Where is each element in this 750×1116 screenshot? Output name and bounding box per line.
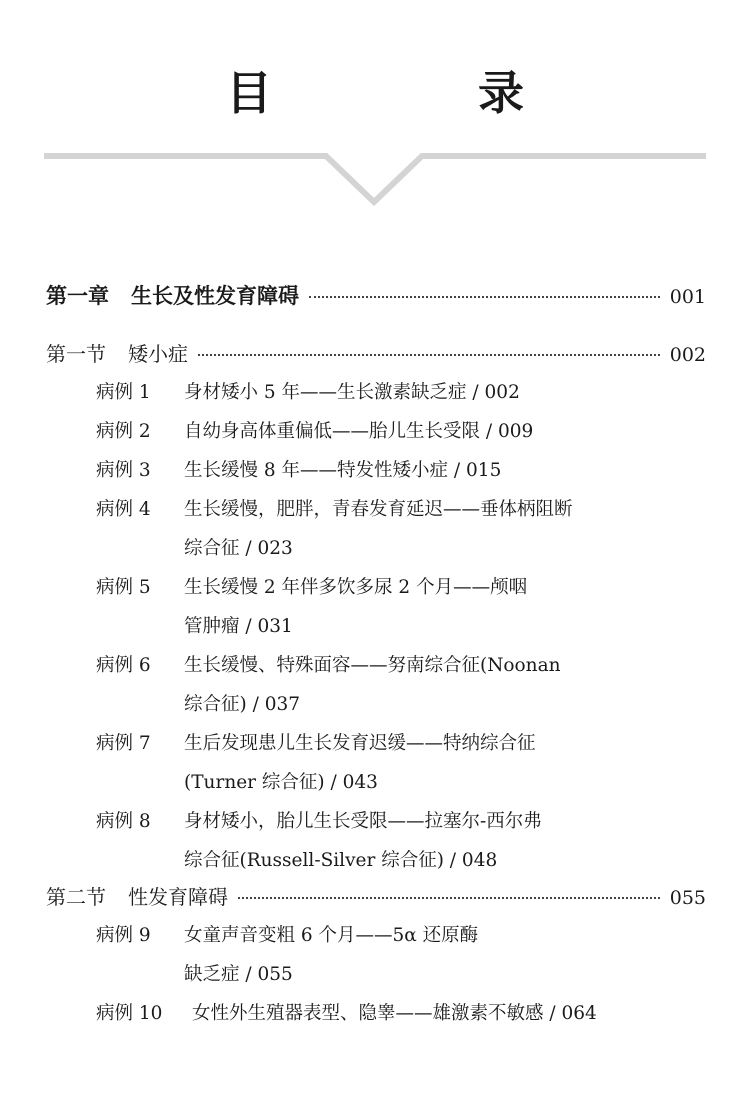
case-title-line: 综合征(Russell-Silver 综合征) / 048	[184, 850, 498, 871]
section-entry[interactable]	[46, 338, 706, 367]
case-title: 生长缓慢 8 年——特发性矮小症 / 015	[184, 460, 502, 481]
case-entry[interactable]	[96, 378, 706, 404]
case-entry[interactable]	[96, 495, 706, 521]
chapter-label: 第一章	[46, 284, 109, 308]
section-label: 第一节	[46, 342, 106, 366]
section-page-number: 055	[669, 887, 706, 909]
chapter-name: 生长及性发育障碍	[131, 284, 299, 308]
case-entry[interactable]	[96, 456, 706, 482]
case-title-line: 综合征) / 037	[184, 694, 301, 715]
page-title: 目 录	[226, 66, 604, 120]
case-entry[interactable]	[96, 729, 706, 755]
case-number: 病例 5	[96, 577, 151, 598]
dot-leader	[198, 354, 660, 356]
dot-leader	[309, 296, 660, 298]
case-number: 病例 6	[96, 655, 151, 676]
case-number: 病例 10	[96, 1003, 163, 1024]
case-title-line: 管肿瘤 / 031	[184, 616, 293, 637]
case-title-continuation[interactable]	[184, 846, 706, 872]
section-label: 第二节	[46, 885, 106, 909]
case-title-continuation[interactable]	[184, 768, 706, 794]
case-title: 身材矮小 5 年——生长激素缺乏症 / 002	[184, 382, 520, 403]
case-title-continuation[interactable]	[184, 690, 706, 716]
case-number: 病例 2	[96, 421, 151, 442]
case-title-line: 综合征 / 023	[184, 538, 293, 559]
dot-leader	[238, 897, 660, 899]
case-number: 病例 3	[96, 460, 151, 481]
case-title-line: (Turner 综合征) / 043	[184, 772, 378, 793]
case-title: 女性外生殖器表型、隐睾——雄激素不敏感 / 064	[192, 1003, 597, 1024]
case-number: 病例 1	[96, 382, 151, 403]
case-title: 生长缓慢 2 年伴多饮多尿 2 个月——颅咽	[184, 577, 528, 598]
case-title-line: 缺乏症 / 055	[184, 964, 293, 985]
case-title: 女童声音变粗 6 个月——5α 还原酶	[184, 925, 479, 946]
case-entry[interactable]	[96, 999, 706, 1025]
case-number: 病例 8	[96, 811, 151, 832]
case-entry[interactable]	[96, 921, 706, 947]
chapter-page-number: 001	[669, 286, 706, 308]
case-entry[interactable]	[96, 573, 706, 599]
case-entry[interactable]	[96, 417, 706, 443]
case-title-continuation[interactable]	[184, 612, 706, 638]
section-name: 矮小症	[128, 342, 188, 366]
case-number: 病例 9	[96, 925, 151, 946]
section-name: 性发育障碍	[128, 885, 228, 909]
case-title-continuation[interactable]	[184, 534, 706, 560]
section-page-number: 002	[669, 344, 706, 366]
case-title-continuation[interactable]	[184, 960, 706, 986]
case-number: 病例 7	[96, 733, 151, 754]
case-number: 病例 4	[96, 499, 151, 520]
case-title: 身材矮小，胎儿生长受限——拉塞尔-西尔弗	[184, 811, 542, 832]
case-entry[interactable]	[96, 807, 706, 833]
case-title: 生长缓慢，肥胖，青春发育延迟——垂体柄阻断	[184, 499, 573, 520]
case-entry[interactable]	[96, 651, 706, 677]
title-divider	[44, 150, 706, 210]
case-title: 生长缓慢、特殊面容——努南综合征(Noonan	[184, 655, 561, 676]
chapter-entry[interactable]	[46, 280, 706, 310]
section-entry[interactable]	[46, 881, 706, 910]
case-title: 生后发现患儿生长发育迟缓——特纳综合征	[184, 733, 536, 754]
case-title: 自幼身高体重偏低——胎儿生长受限 / 009	[184, 421, 534, 442]
